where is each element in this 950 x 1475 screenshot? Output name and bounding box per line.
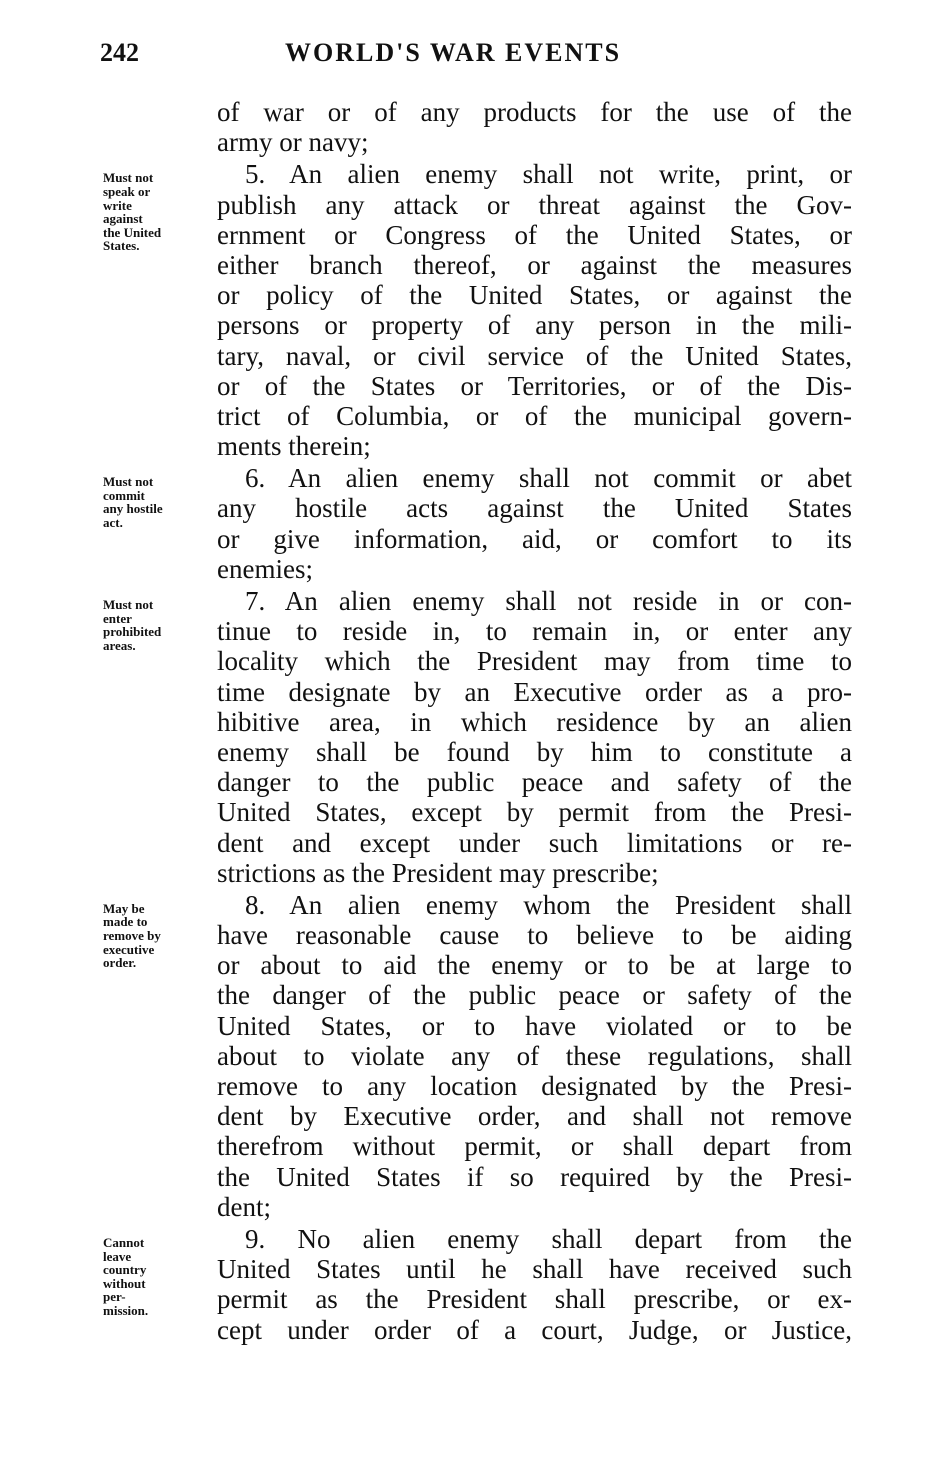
text-line: danger to the public peace and safety of the	[217, 767, 852, 798]
paragraph	[217, 97, 852, 157]
text-line: dent by Executive order, and shall not remove	[217, 1101, 852, 1132]
text-line: tary, naval, or civil service of the United States,	[217, 340, 852, 371]
text-line: ernment or Congress of the United States, or	[217, 219, 852, 250]
text-line: enemy shall be found by him to constitute a	[217, 736, 852, 767]
paragraph	[103, 463, 852, 584]
margin-note-line: write	[103, 197, 132, 213]
text-line: 9. No alien enemy shall depart from the	[245, 1223, 852, 1254]
text-line: the danger of the public peace or safety of the	[217, 980, 852, 1011]
paragraph	[103, 586, 852, 888]
margin-note-line: speak or	[103, 183, 151, 199]
margin-note-line: any hostile	[103, 501, 163, 517]
text-line: either branch thereof, or against the measures	[217, 249, 852, 280]
margin-note-line: prohibited	[103, 624, 162, 640]
margin-note-line: act.	[103, 515, 123, 531]
text-line: cept under order of a court, Judge, or Justice,	[217, 1314, 852, 1345]
text-line: or policy of the United States, or against the	[217, 280, 852, 311]
margin-note	[103, 598, 215, 652]
margin-note-line: May be	[103, 900, 145, 916]
running-title: WORLD'S WAR EVENTS	[285, 38, 622, 67]
text-line: 5. An alien enemy shall not write, print, or	[245, 159, 852, 190]
text-line: 8. An alien enemy whom the President shall	[245, 889, 852, 920]
text-line: or give information, aid, or comfort to its	[217, 523, 852, 554]
margin-note-line: country	[103, 1262, 147, 1278]
paragraph	[103, 1223, 852, 1345]
body-text	[103, 97, 852, 1347]
text-line: army or navy;	[217, 127, 369, 158]
text-line: about to violate any of these regulations, shall	[217, 1040, 852, 1071]
text-line: persons or property of any person in the mili-	[217, 310, 852, 341]
margin-note-line: commit	[103, 487, 145, 503]
paragraph	[103, 889, 852, 1222]
text-line: or about to aid the enemy or to be at large to	[217, 950, 852, 981]
margin-note-line: order.	[103, 955, 137, 971]
margin-note-line: made to	[103, 914, 148, 930]
text-line: United States, except by permit from the Presi-	[217, 797, 852, 828]
text-line: time designate by an Executive order as a pro-	[217, 676, 852, 707]
margin-note-line: areas.	[103, 637, 136, 653]
text-line: or of the States or Territories, or of the Dis-	[217, 370, 852, 401]
text-line: dent and except under such limitations or re-	[217, 827, 852, 858]
margin-note	[103, 902, 215, 970]
margin-note-line: Cannot	[103, 1234, 145, 1250]
text-line: trict of Columbia, or of the municipal govern-	[217, 400, 852, 431]
paragraph	[103, 159, 852, 462]
text-line: therefrom without permit, or shall depart from	[217, 1131, 852, 1162]
page-number: 242	[100, 38, 139, 67]
text-line: any hostile acts against the United States	[217, 493, 852, 524]
margin-note-line: enter	[103, 610, 132, 626]
margin-note-line: Must not	[103, 170, 154, 186]
text-line: hibitive area, in which residence by an alien	[217, 706, 852, 737]
text-line: United States until he shall have received such	[217, 1254, 852, 1285]
margin-note-line: mission.	[103, 1302, 149, 1318]
text-line: the United States if so required by the Presi-	[217, 1161, 852, 1192]
margin-note	[103, 171, 215, 253]
margin-note-line: per-	[103, 1289, 126, 1305]
margin-note	[103, 1236, 215, 1318]
margin-note-line: leave	[103, 1248, 132, 1264]
text-line: permit as the President shall prescribe, or ex-	[217, 1284, 852, 1315]
margin-note-line: the United	[103, 224, 162, 240]
margin-note-line: without	[103, 1275, 146, 1291]
text-line: strictions as the President may prescribe;	[217, 857, 659, 888]
text-line: locality which the President may from time to	[217, 646, 852, 677]
text-line: United States, or to have violated or to be	[217, 1010, 852, 1041]
text-line: dent;	[217, 1191, 271, 1222]
text-line: remove to any location designated by the Presi-	[217, 1071, 852, 1101]
margin-note	[103, 475, 215, 529]
text-line: publish any attack or threat against the Gov-	[217, 189, 852, 220]
text-line: of war or of any products for the use of the	[217, 97, 852, 127]
margin-note-line: Must not	[103, 474, 154, 490]
margin-note-line: executive	[103, 941, 155, 957]
text-line: 7. An alien enemy shall not reside in or con-	[245, 586, 852, 616]
text-line: have reasonable cause to believe to be aiding	[217, 920, 852, 951]
margin-note-line: States.	[103, 238, 140, 254]
text-line: 6. An alien enemy shall not commit or abet	[245, 463, 852, 494]
text-line: enemies;	[217, 553, 313, 584]
text-line: ments therein;	[217, 431, 371, 462]
margin-note-line: Must not	[103, 597, 154, 612]
margin-note-line: remove by	[103, 928, 161, 944]
text-line: tinue to reside in, to remain in, or enter any	[217, 616, 852, 647]
margin-note-line: against	[103, 211, 143, 227]
